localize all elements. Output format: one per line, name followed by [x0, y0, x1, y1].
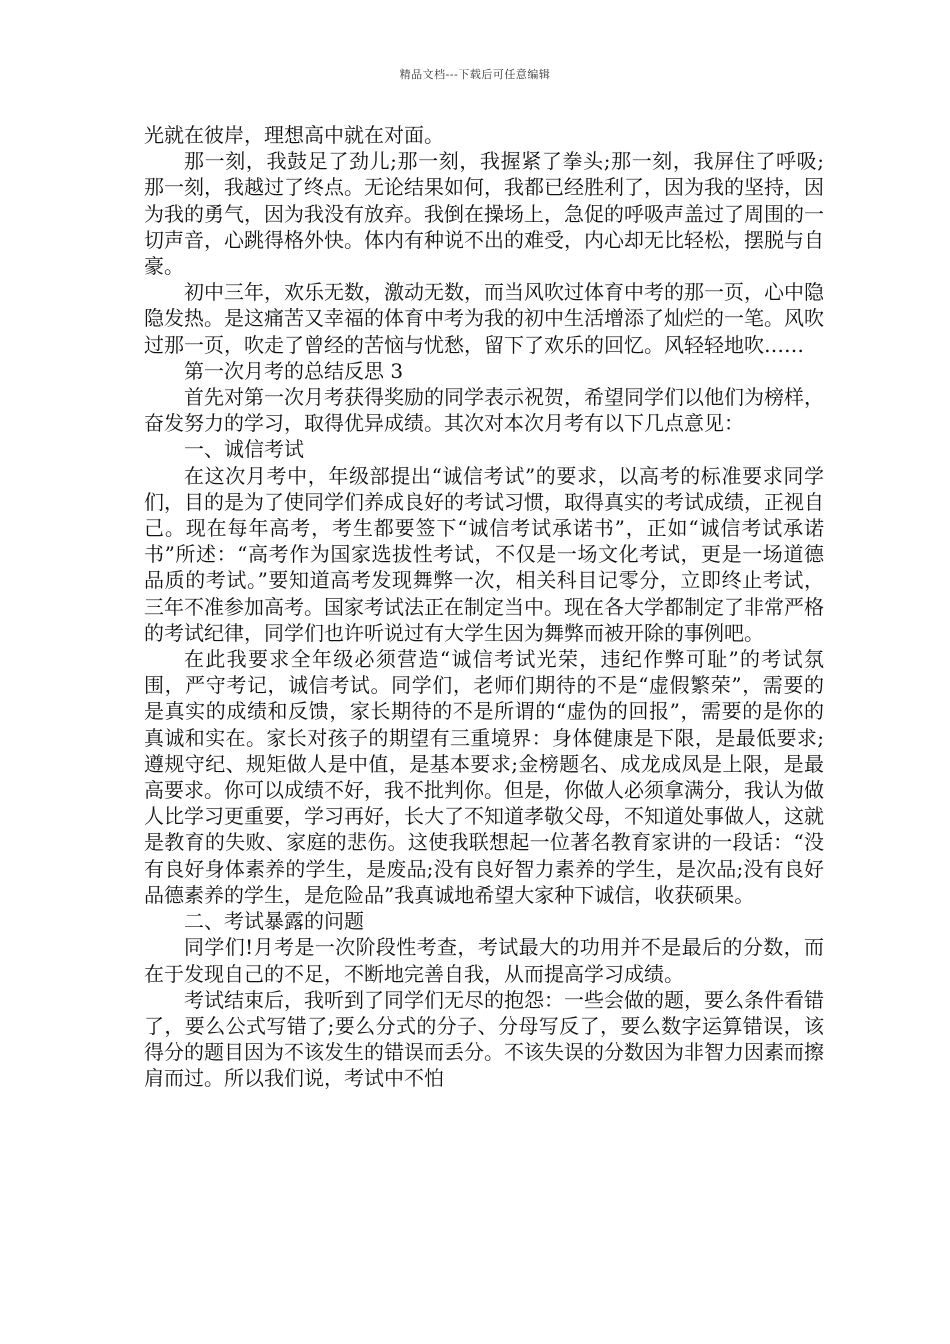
paragraph-three-years: 初中三年，欢乐无数，激动无数，而当风吹过体育中考的那一页，心中隐隐发热。是这痛苦又幸福的体育中考为我的初中生活增添了灿烂的一笔。风吹过那一页，吹走了曾经的苦恼与忧愁，留下了欢乐的回忆。风轻轻地吹……: [144, 280, 824, 357]
paragraph-complaints: 考试结束后，我听到了同学们无尽的抱怨：一些会做的题，要么条件看错了，要么公式写错了;要么分式的分子、分母写反了，要么数字运算错误，该得分的题目因为不该发生的错误而丢分。不该失误的分数因为非智力因素而擦肩而过。所以我们说，考试中不怕: [144, 987, 824, 1091]
document-body: [144, 122, 824, 1092]
paragraph-congratulations: 首先对第一次月考获得奖励的同学表示祝贺，希望同学们以他们为榜样，奋发努力的学习，取得优异成绩。其次对本次月考有以下几点意见：: [144, 385, 824, 436]
paragraph-monthly-exam: 同学们!月考是一次阶段性考查，考试最大的功用并不是最后的分数，而在于发现自己的不足，不断地完善自我，从而提高学习成绩。: [144, 935, 824, 986]
paragraph-integrity: 在此我要求全年级必须营造“诚信考试光荣，违纪作弊可耻”的考试氛围，严守考记，诚信考试。同学们，老师们期待的不是“虚假繁荣”，需要的是真实的成绩和反馈，家长期待的不是所谓的“虚伪的回报”，需要的是你的真诚和实在。家长对孩子的期望有三重境界：身体健康是下限，是最低要求;遵规守纪、规矩做人是中值，是基本要求;金榜题名、成龙成凤是上限，是最高要求。你可以成绩不好，我不批判你。但是，你做人必须拿满分，我认为做人比学习更重要，学习再好，长大了不知道孝敬父母，不知道处事做人，这就是教育的失败、家庭的悲伤。这使我联想起一位著名教育家讲的一段话：“没有良好身体素养的学生，是废品;没有良好智力素养的学生，是次品;没有良好品德素养的学生，是危险品”我真诚地希望大家种下诚信，收获硕果。: [144, 647, 824, 907]
subheading-exam-problems: 二、考试暴露的问题: [184, 909, 364, 934]
page-header: 精品文档---下载后可任意编辑: [399, 68, 551, 81]
paragraph-continuation: 光就在彼岸，理想高中就在对面。: [144, 123, 444, 147]
section-title: 第一次月考的总结反思 3: [184, 358, 404, 383]
paragraph-finish-line: 那一刻，我鼓足了劲儿;那一刻，我握紧了拳头;那一刻，我屏住了呼吸;那一刻，我越过了终点。无论结果如何，我都已经胜利了，因为我的坚持，因为我的勇气，因为我没有放弃。我倒在操场上，急促的呼吸声盖过了周围的一切声音，心跳得格外快。体内有种说不出的难受，内心却无比轻松，摆脱与自豪。: [144, 149, 824, 279]
subheading-honest-exam: 一、诚信考试: [184, 437, 304, 462]
paragraph-honest-exam: 在这次月考中，年级部提出“诚信考试”的要求，以高考的标准要求同学们，目的是为了使同学们养成良好的考试习惯，取得真实的考试成绩，正视自己。现在每年高考，考生都要签下“诚信考试承诺书”，正如“诚信考试承诺书”所述：“高考作为国家选拔性考试，不仅是一场文化考试，更是一场道德品质的考试。”要知道高考发现舞弊一次，相关科目记零分，立即终止考试，三年不准参加高考。国家考试法正在制定当中。现在各大学都制定了非常严格的考试纪律，同学们也许听说过有大学生因为舞弊而被开除的事例吧。: [144, 463, 824, 645]
